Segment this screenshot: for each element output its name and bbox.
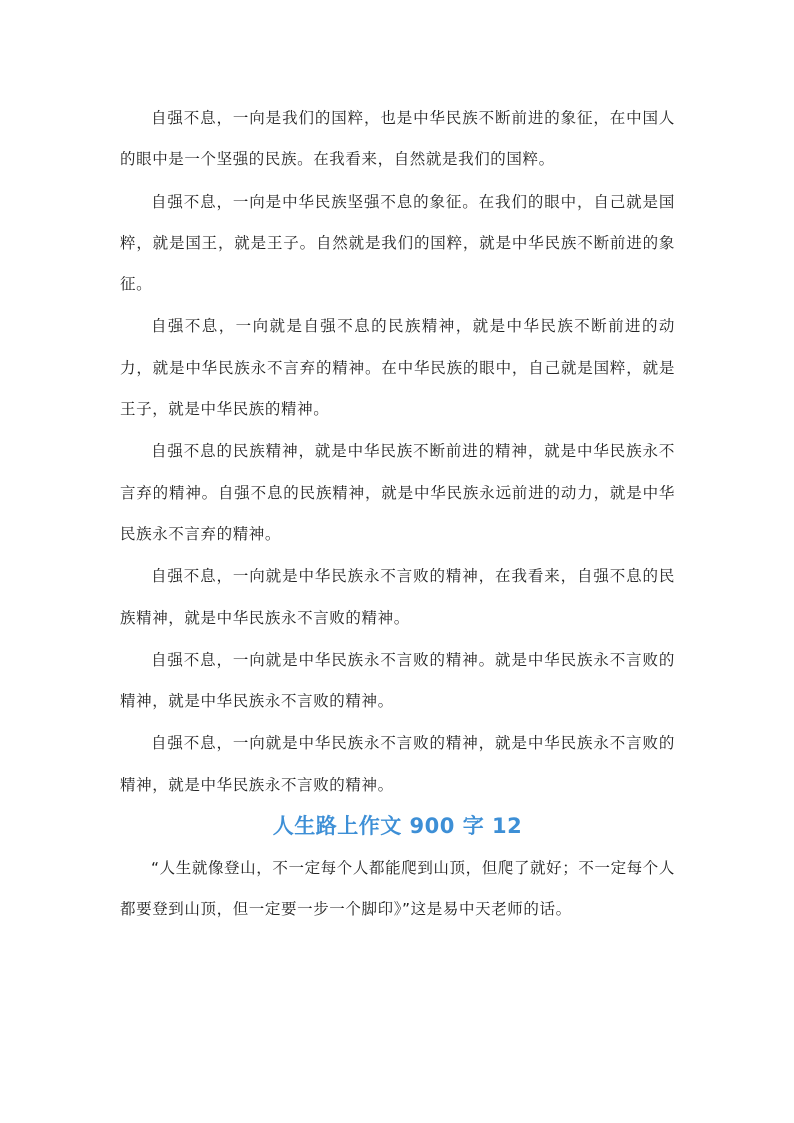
essay-heading: 人生路上作文 900 字 12 xyxy=(272,814,523,839)
paragraph-2: 自强不息，一向是中华民族坚强不息的象征。在我们的眼中，自己就是国粹，就是国王，就是王子。自然就是我们的国粹，就是中华民族不断前进的象征。 xyxy=(120,192,675,294)
paragraph-1: 自强不息，一向是我们的国粹，也是中华民族不断前进的象征，在中国人的眼中是一个坚强的民族。在我看来，自然就是我们的国粹。 xyxy=(120,109,675,169)
paragraph-5: 自强不息，一向就是中华民族永不言败的精神，在我看来，自强不息的民族精神，就是中华民族永不言败的精神。 xyxy=(120,567,675,627)
paragraph-7: 自强不息，一向就是中华民族永不言败的精神，就是中华民族永不言败的精神，就是中华民族永不言败的精神。 xyxy=(120,734,675,794)
paragraph-6: 自强不息，一向就是中华民族永不言败的精神。就是中华民族永不言败的精神，就是中华民族永不言败的精神。 xyxy=(120,650,675,711)
paragraph-3: 自强不息，一向就是自强不息的民族精神，就是中华民族不断前进的动力，就是中华民族永不言弃的精神。在中华民族的眼中，自己就是国粹，就是王子，就是中华民族的精神。 xyxy=(120,317,675,419)
essay-paragraph: “人生就像登山，不一定每个人都能爬到山顶，但爬了就好；不一定每个人都要登到山顶，但一定要一步一个脚印》”这是易中天老师的话。 xyxy=(120,859,675,919)
document-page xyxy=(120,98,675,932)
paragraph-4: 自强不息的民族精神，就是中华民族不断前进的精神，就是中华民族永不言弃的精神。自强不息的民族精神，就是中华民族永远前进的动力，就是中华民族永不言弃的精神。 xyxy=(120,442,675,543)
